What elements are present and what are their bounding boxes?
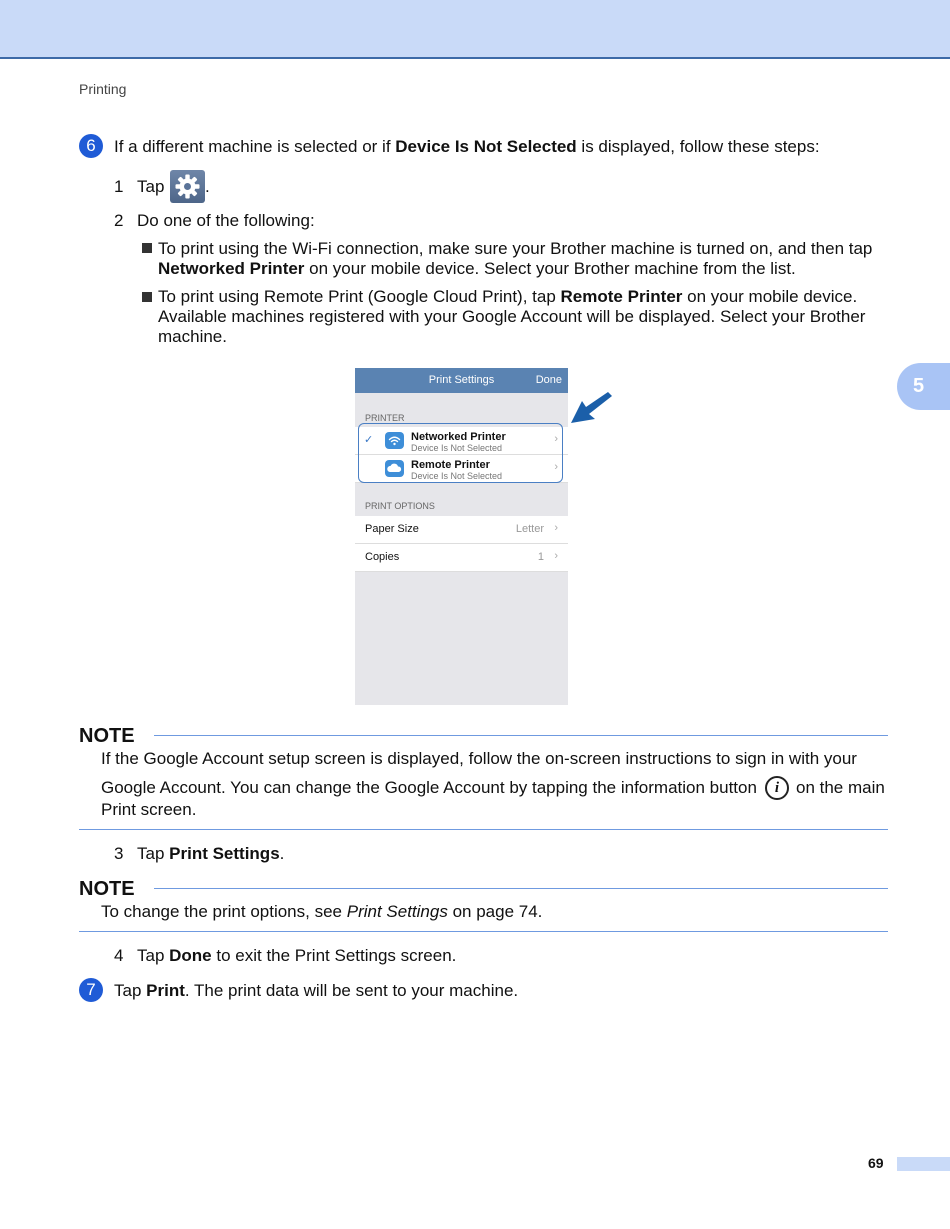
- section-label: Printing: [79, 81, 127, 97]
- phone-nav-bar: [355, 368, 568, 393]
- substep-2-number: 2: [114, 211, 124, 230]
- settings-gear-icon: [170, 170, 205, 203]
- step-7-marker: 7: [79, 978, 103, 1002]
- checkmark-icon: ✓: [364, 434, 374, 446]
- copies-value: 1: [537, 551, 544, 563]
- remote-printer-label: Remote Printer: [411, 459, 490, 471]
- remote-printer-status: Device Is Not Selected: [411, 471, 503, 481]
- note-2-text: To change the print options, see Print Settings on page 74.: [101, 902, 543, 921]
- substep-2-text: Do one of the following:: [137, 211, 315, 230]
- step-6-marker: 6: [79, 134, 103, 158]
- note-1-top-rule: [154, 735, 888, 736]
- substep-3-number: 3: [114, 844, 124, 863]
- pointer-arrow-icon: [568, 392, 616, 426]
- substep-1-text: Tap: [137, 177, 165, 196]
- note-2-bottom-rule: [79, 931, 888, 932]
- note-2-top-rule: [154, 888, 888, 889]
- printer-highlight-frame: [358, 423, 563, 483]
- bullet-remote-text: To print using Remote Print (Google Cloud Print), tap Remote Printer on your mobile device. Available machines registered with your Google Account will be displayed. Select your Brother machine.: [158, 287, 866, 346]
- step-7-text: Tap Print. The print data will be sent to your machine.: [114, 981, 519, 1000]
- information-button-icon: i: [765, 776, 789, 800]
- substep-3-text: Tap Print Settings.: [137, 844, 285, 863]
- note-1-line-2-end: on the main: [796, 778, 885, 797]
- substep-4-text: Tap Done to exit the Print Settings screen.: [137, 946, 457, 965]
- substep-4-number: 4: [114, 946, 124, 965]
- note-1-line-3: Print screen.: [101, 800, 197, 819]
- substep-1-number: 1: [114, 177, 124, 196]
- paper-size-value: Letter: [515, 523, 544, 535]
- note-1-line-1: If the Google Account setup screen is displayed, follow the on-screen instructions to sign in with your: [101, 749, 857, 768]
- paper-size-row[interactable]: [355, 516, 568, 544]
- note-1-bottom-rule: [79, 829, 888, 830]
- bullet-marker: [142, 292, 152, 302]
- phone-done-button[interactable]: Done: [535, 374, 562, 386]
- chevron-right-icon: ›: [554, 522, 558, 534]
- copies-row[interactable]: [355, 544, 568, 572]
- page-number-bar: [897, 1157, 950, 1171]
- header-band: [0, 0, 950, 59]
- step-6-text: If a different machine is selected or if Device Is Not Selected is displayed, follow these steps:: [114, 137, 820, 156]
- note-2-title: NOTE: [79, 878, 135, 900]
- print-options-section-label: PRINT OPTIONS: [365, 501, 435, 511]
- copies-label: Copies: [365, 551, 400, 563]
- chevron-right-icon: ›: [554, 461, 558, 473]
- phone-title: Print Settings: [428, 374, 495, 386]
- page-number: 69: [868, 1155, 884, 1171]
- substep-1-period: .: [205, 177, 210, 196]
- printer-section-label: PRINTER: [365, 413, 405, 423]
- bullet-wifi-text: To print using the Wi-Fi connection, make sure your Brother machine is turned on, and then tap Networked Printer on your mobile device. Select your Brother machine from the list.: [158, 239, 873, 278]
- paper-size-label: Paper Size: [365, 523, 419, 535]
- print-settings-screenshot: [355, 368, 568, 705]
- chapter-tab: 5: [897, 363, 950, 410]
- note-1-title: NOTE: [79, 725, 135, 747]
- networked-printer-label: Networked Printer: [411, 431, 506, 443]
- chevron-right-icon: ›: [554, 433, 558, 445]
- bullet-marker: [142, 243, 152, 253]
- networked-printer-status: Device Is Not Selected: [411, 443, 503, 453]
- chevron-right-icon: ›: [554, 550, 558, 562]
- note-1-line-2: Google Account. You can change the Google Account by tapping the information button: [101, 778, 757, 797]
